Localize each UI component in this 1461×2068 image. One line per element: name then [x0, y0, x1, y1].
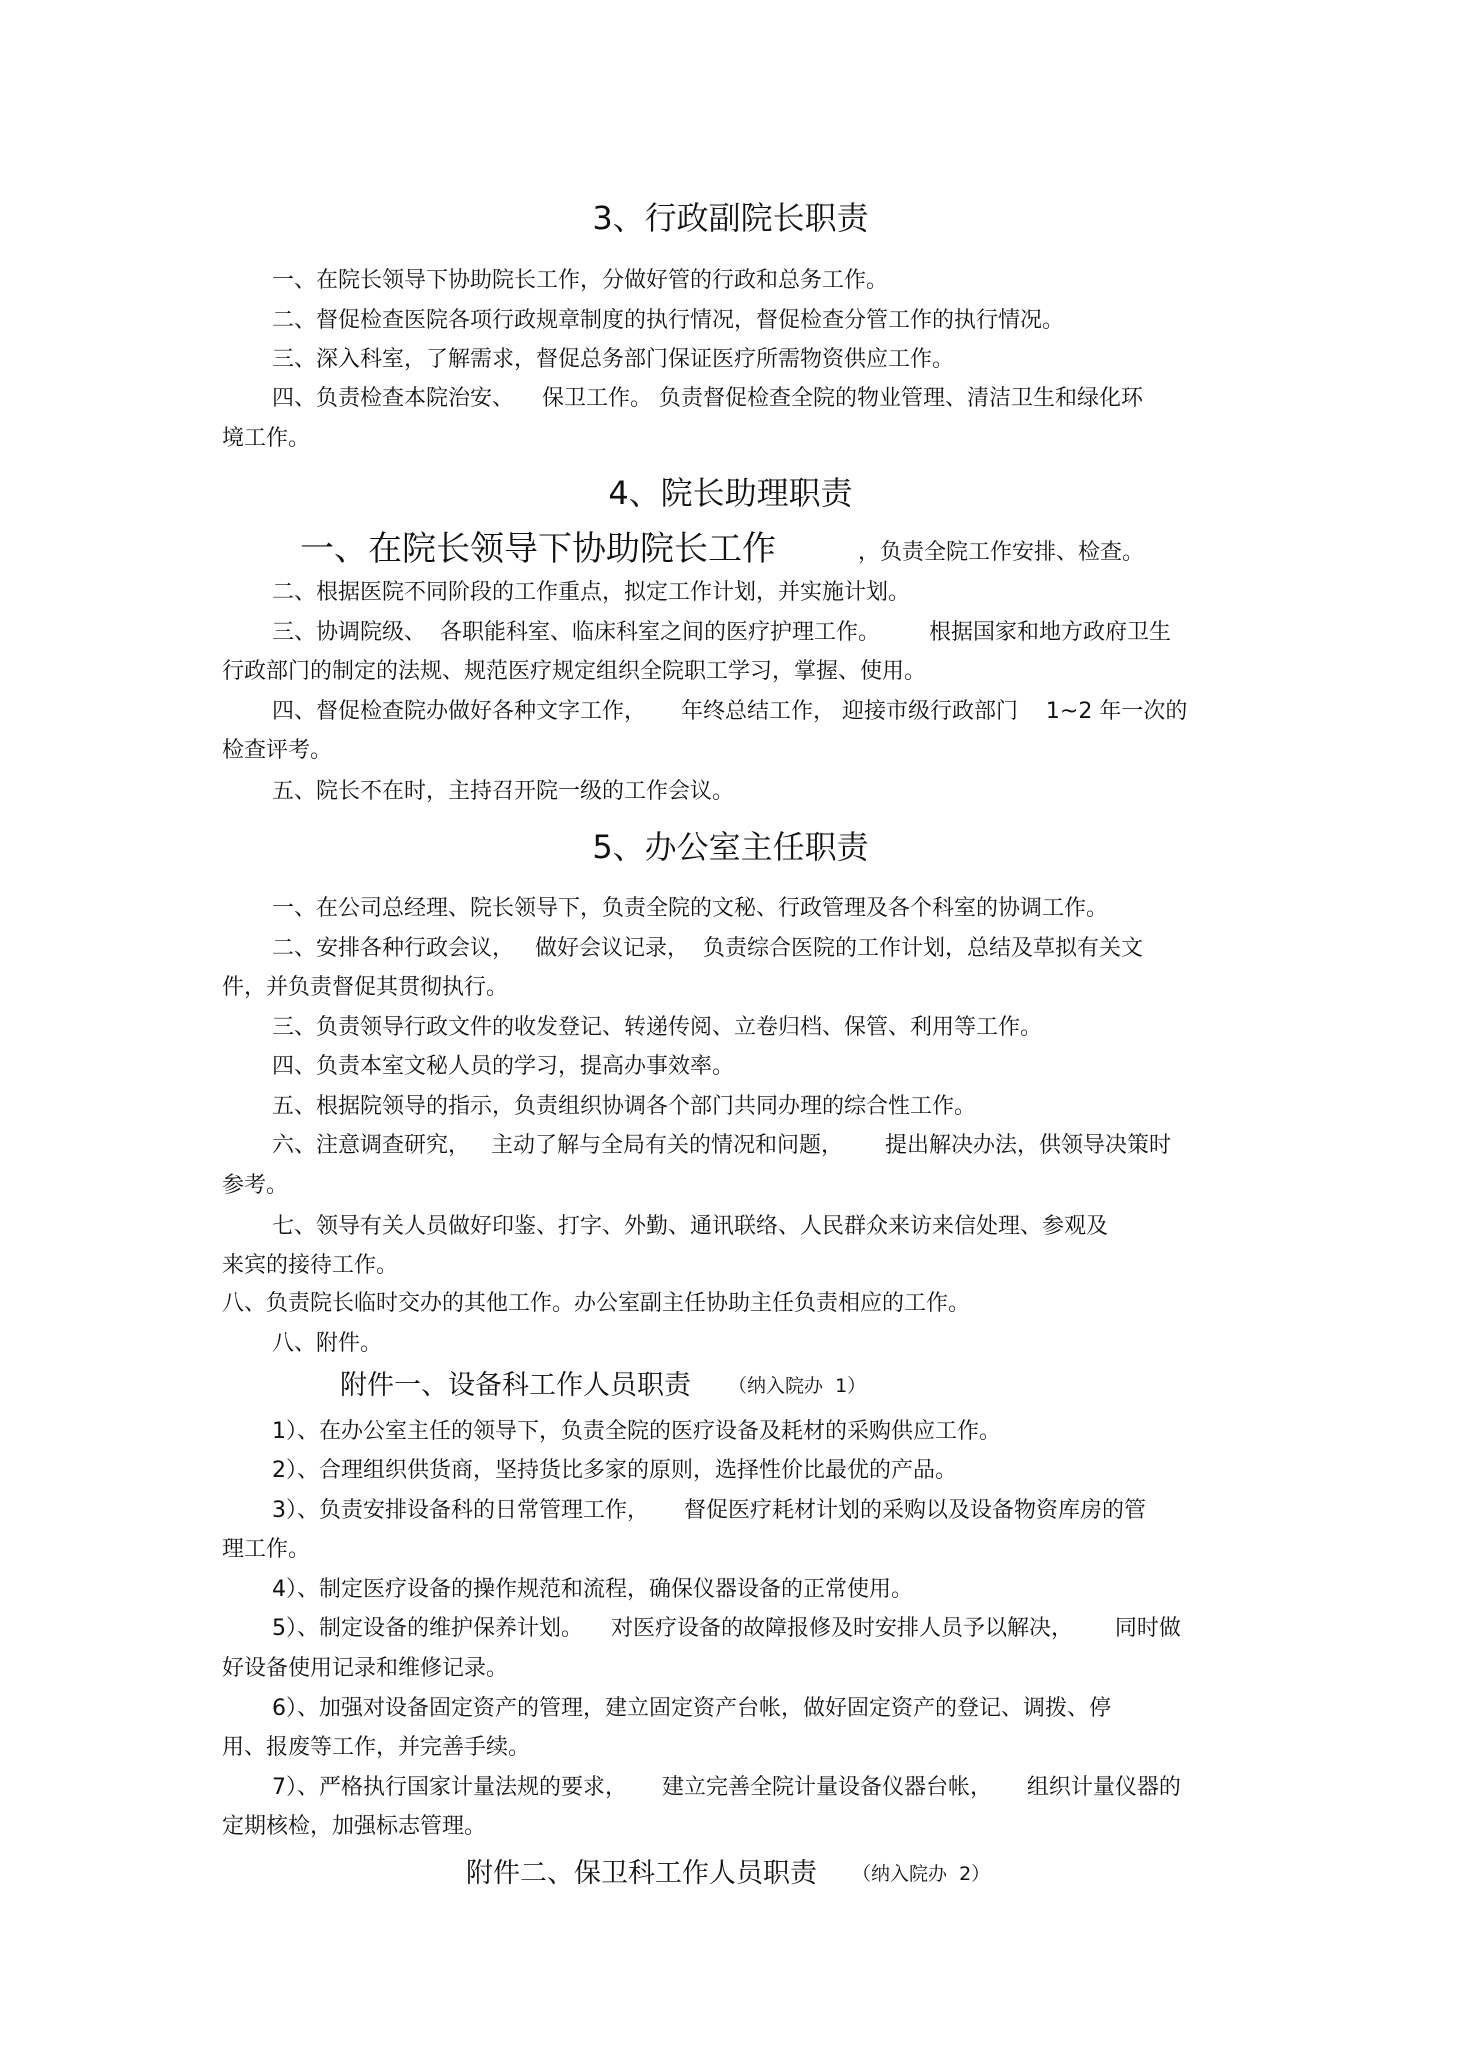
section-3-line: 一、在院长领导下协助院长工作，分做好管的行政和总务工作。 — [272, 268, 889, 293]
section-5-title: 5、办公室主任职责 — [592, 828, 869, 866]
section-5-line: 一、在公司总经理、院长领导下，负责全院的文秘、行政管理及各个科室的协调工作。 — [272, 896, 1109, 921]
annex-1-line: 1）、在办公室主任的领导下，负责全院的医疗设备及耗材的采购供应工作。 — [272, 1419, 1001, 1444]
section-3-line: 四、负责检查本院治安、 保卫工作。 负责督促检查全院的物业管理、清洁卫生和绿化环 — [272, 386, 1143, 411]
annex-1-line: 2）、合理组织供货商，坚持货比多家的原则，选择性价比最优的产品。 — [272, 1458, 957, 1483]
annex-1-line: 6）、加强对设备固定资产的管理，建立固定资产台帐，做好固定资产的登记、调拨、停 — [272, 1696, 1111, 1721]
annex-1-line: 5）、制定设备的维护保养计划。 对医疗设备的故障报修及时安排人员予以解决， 同时做 — [272, 1616, 1181, 1641]
section-4-line: 检查评考。 — [222, 738, 333, 763]
annex-1-note: （纳入院办 1） — [728, 1375, 867, 1397]
annex-2-title: 附件二、保卫科工作人员职责 — [466, 1858, 817, 1889]
annex-1-line: 定期核检，加强标志管理。 — [222, 1814, 487, 1839]
section-4-line: 五、院长不在时，主持召开院一级的工作会议。 — [272, 779, 735, 804]
annex-2-note: （纳入院办 2） — [852, 1863, 991, 1885]
section-5-line: 二、安排各种行政会议， 做好会议记录， 负责综合医院的工作计划，总结及草拟有关文 — [272, 936, 1143, 961]
section-3-line: 二、督促检查医院各项行政规章制度的执行情况，督促检查分管工作的执行情况。 — [272, 308, 1065, 333]
section-5-line: 五、根据院领导的指示，负责组织协调各个部门共同办理的综合性工作。 — [272, 1094, 977, 1119]
section-3-line: 境工作。 — [222, 426, 311, 451]
section-4-item-1-large: 一、在院长领导下协助院长工作 — [300, 529, 776, 569]
section-5-line: 四、负责本室文秘人员的学习，提高办事效率。 — [272, 1054, 735, 1079]
section-4-line: 三、协调院级、 各职能科室、临床科室之间的医疗护理工作。 根据国家和地方政府卫生 — [272, 620, 1171, 645]
section-3-line: 三、深入科室，了解需求，督促总务部门保证医疗所需物资供应工作。 — [272, 347, 955, 372]
section-4-item-1-rest: ，负责全院工作安排、检查。 — [858, 540, 1145, 565]
section-5-line: 参考。 — [222, 1173, 289, 1198]
section-5-line: 七、领导有关人员做好印鉴、打字、外勤、通讯联络、人民群众来访来信处理、参观及 — [272, 1214, 1109, 1239]
annex-1-line: 4）、制定医疗设备的操作规范和流程，确保仪器设备的正常使用。 — [272, 1577, 913, 1602]
annex-1-line: 用、报废等工作，并完善手续。 — [222, 1735, 531, 1760]
annex-1-line: 3）、负责安排设备科的日常管理工作， 督促医疗耗材计划的采购以及设备物资库房的管 — [272, 1498, 1146, 1523]
section-5-line: 八、附件。 — [272, 1331, 383, 1356]
annex-1-line: 理工作。 — [222, 1537, 311, 1562]
section-3-title: 3、行政副院长职责 — [592, 199, 869, 237]
section-5-line: 六、注意调查研究， 主动了解与全局有关的情况和问题， 提出解决办法，供领导决策时 — [272, 1133, 1171, 1158]
section-5-line: 三、负责领导行政文件的收发登记、转递传阅、立卷归档、保管、利用等工作。 — [272, 1015, 1043, 1040]
section-5-line: 八、负责院长临时交办的其他工作。办公室副主任协助主任负责相应的工作。 — [222, 1291, 971, 1316]
section-4-line: 二、根据医院不同阶段的工作重点，拟定工作计划，并实施计划。 — [272, 580, 911, 605]
section-4-line: 行政部门的制定的法规、规范医疗规定组织全院职工学习，掌握、使用。 — [222, 659, 927, 684]
section-5-line: 来宾的接待工作。 — [222, 1253, 399, 1278]
section-4-line: 四、督促检查院办做好各种文字工作， 年终总结工作， 迎接市级行政部门 1~2 年一次的 — [272, 699, 1188, 724]
annex-1-title: 附件一、设备科工作人员职责 — [340, 1370, 691, 1401]
section-5-line: 件，并负责督促其贯彻执行。 — [222, 975, 509, 1000]
annex-1-line: 7）、严格执行国家计量法规的要求， 建立完善全院计量设备仪器台帐， 组织计量仪器的 — [272, 1775, 1181, 1800]
section-4-title: 4、院长助理职责 — [608, 474, 853, 512]
annex-1-line: 好设备使用记录和维修记录。 — [222, 1656, 509, 1681]
